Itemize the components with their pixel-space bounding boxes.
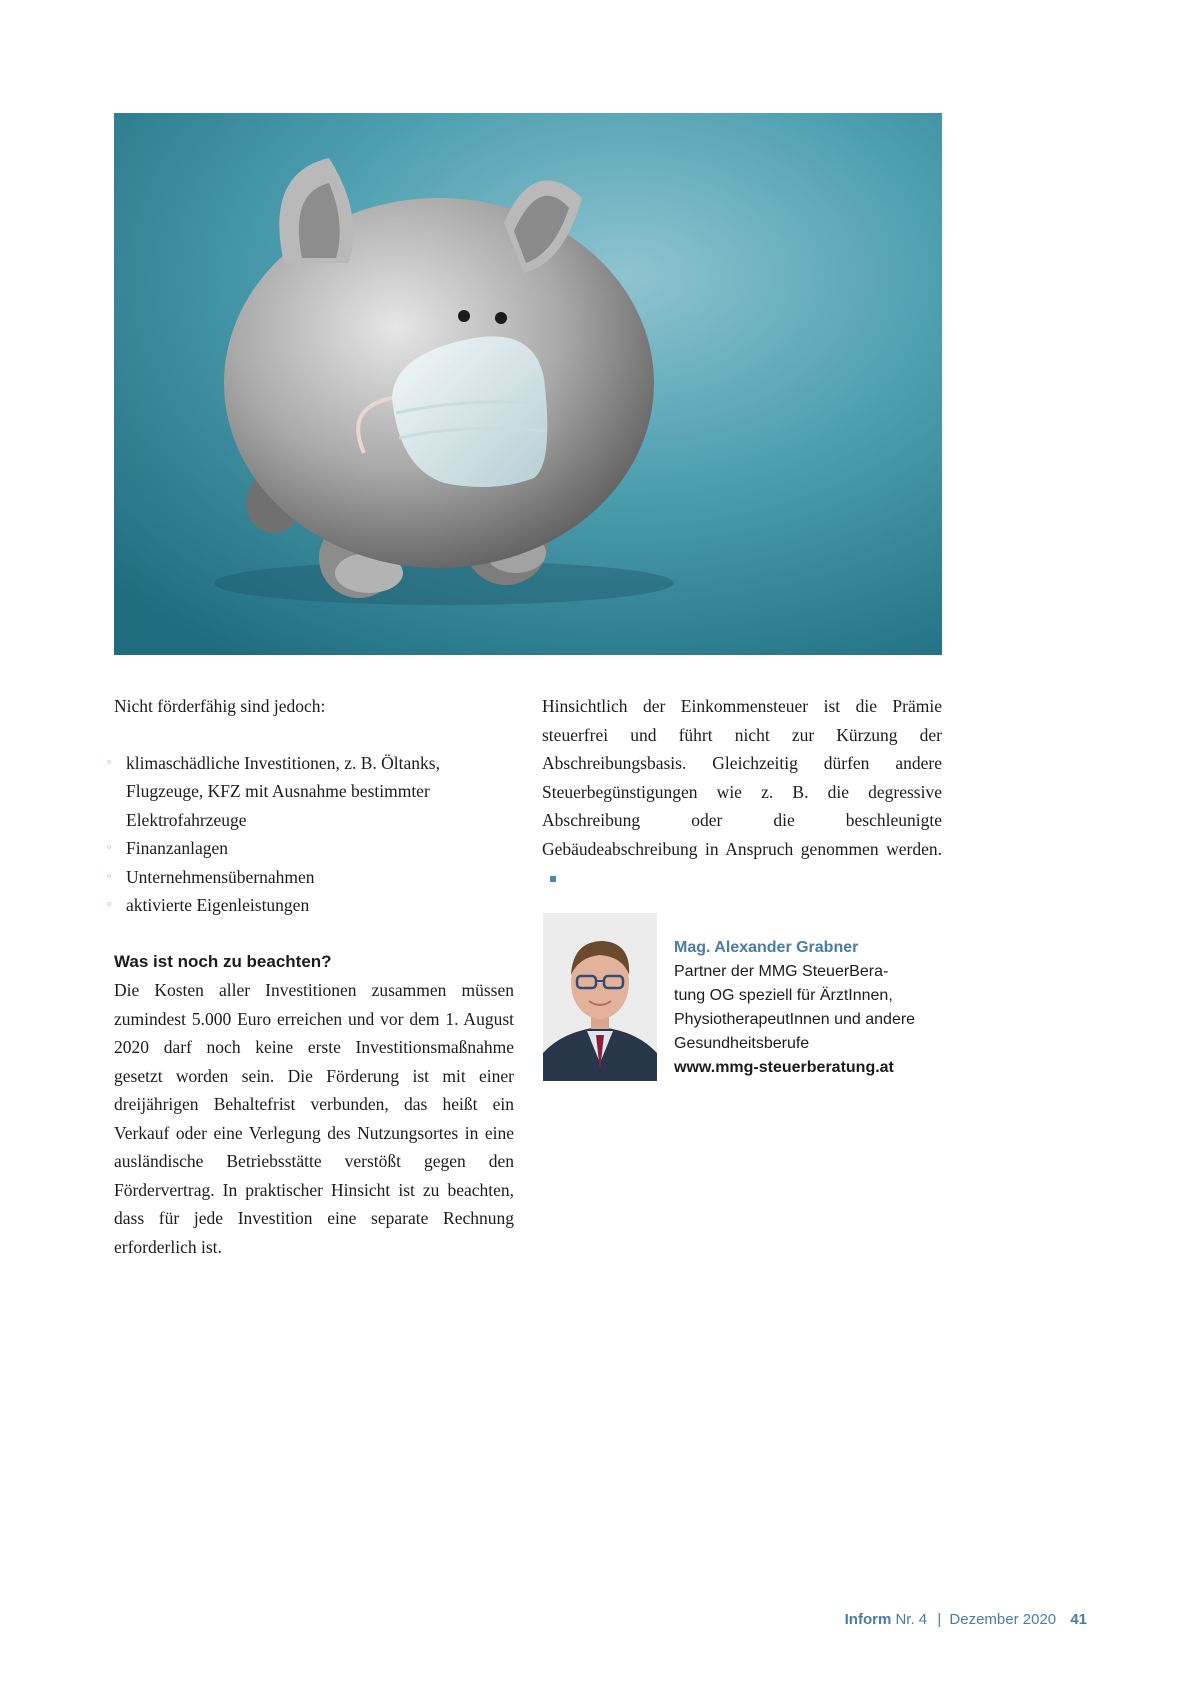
list-item: ◦ Unternehmensübernahmen bbox=[114, 863, 514, 892]
body-paragraph-right: Hinsichtlich der Einkommensteuer ist die Prämie steuerfrei und führt nicht zur Kürzung der Abschreibungsbasis. Gleichzeitig dürfen andere Steuerbegünstigungen wie z. B. die degressive Abschreibung oder die beschleunigte Gebäudeabschreibung in Anspruch genommen werden. bbox=[542, 692, 942, 892]
author-website-link[interactable]: www.mmg-steuerberatung.at bbox=[674, 1059, 894, 1076]
right-column bbox=[542, 692, 942, 892]
piggy-bank-illustration bbox=[114, 113, 942, 655]
author-role: tung OG speziell für ÄrztInnen, bbox=[674, 987, 893, 1004]
author-role: Partner der MMG SteuerBera- bbox=[674, 963, 889, 980]
author-photo bbox=[543, 913, 657, 1081]
body-paragraph: Die Kosten aller Investitionen zusammen müssen zumindest 5.000 Euro erreichen und vor dem 1. August 2020 darf noch keine erste Investitionsmaßnahme gesetzt worden sein. Die Förderung ist mit einer dreijährigen Behaltefrist verbunden, das heißt ein Verkauf oder eine Verlegung des Nutzungsortes in eine ausländische Betriebsstätte verstößt gegen den Fördervertrag. In praktischer Hinsicht ist zu beachten, dass für jede Investition eine separate Rechnung erforderlich ist. bbox=[114, 980, 514, 1257]
list-item: ◦ klimaschädliche Investitionen, z. B. Öltanks, Flugzeuge, KFZ mit Ausnahme bestimmter Elektrofahrzeuge bbox=[114, 749, 514, 835]
intro-text: Nicht förderfähig sind jedoch: bbox=[114, 696, 326, 716]
list-item: ◦ aktivierte Eigenleistungen bbox=[114, 891, 514, 920]
bullet-icon: ◦ bbox=[106, 841, 113, 854]
author-name: Mag. Alexander Grabner bbox=[674, 939, 859, 956]
author-info bbox=[674, 936, 974, 1080]
issue-number: Nr. 4 bbox=[895, 1611, 928, 1628]
section-heading: Was ist noch zu beachten? bbox=[114, 951, 332, 971]
issue-date: Dezember 2020 bbox=[949, 1611, 1057, 1628]
author-role: PhysiotherapeutInnen und andere bbox=[674, 1011, 916, 1028]
avatar bbox=[543, 913, 657, 1081]
bullet-icon: ◦ bbox=[106, 869, 113, 883]
magazine-name: Inform bbox=[844, 1611, 892, 1628]
not-eligible-list bbox=[106, 749, 514, 920]
footer-separator: | bbox=[937, 1611, 942, 1628]
end-mark-icon bbox=[550, 876, 556, 882]
bullet-icon: ◦ bbox=[106, 755, 113, 769]
left-column bbox=[106, 692, 514, 1261]
bullet-icon: ◦ bbox=[106, 898, 113, 911]
page-footer bbox=[845, 1611, 1087, 1628]
author-role: Gesundheitsberufe bbox=[674, 1035, 810, 1052]
page-number: 41 bbox=[1070, 1611, 1087, 1628]
list-item: ◦ Finanzanlagen bbox=[114, 834, 514, 863]
hero-image bbox=[114, 113, 942, 655]
